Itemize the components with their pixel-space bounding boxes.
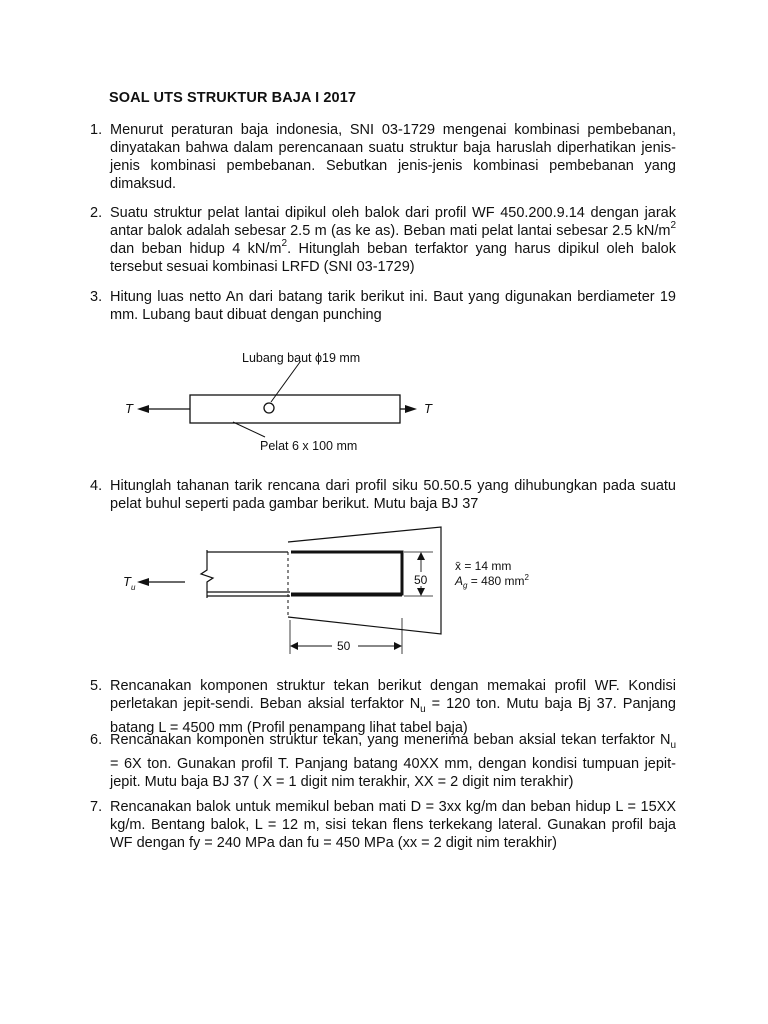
question-2 xyxy=(90,204,676,276)
force-label-right: T xyxy=(424,401,432,416)
question-6 xyxy=(90,731,676,791)
figure-tension-plate xyxy=(115,340,435,460)
ag-label: $A_g = 480$ $mm^2$ xyxy=(455,573,529,590)
page-title: SOAL UTS STRUKTUR BAJA I 2017 xyxy=(109,90,357,106)
question-number: 4. xyxy=(90,478,103,494)
plate-label: Pelat 6 x 100 mm xyxy=(260,439,358,453)
figure-angle-gusset xyxy=(115,522,575,657)
question-number: 6. xyxy=(90,732,103,748)
question-text: Hitunglah tahanan tarik rencana dari profil siku 50.50.5 yang dihubungkan pada suatu pelat buhul seperti pada gambar berikut. Mutu baja BJ 37 xyxy=(110,478,676,512)
question-number: 2. xyxy=(90,205,103,221)
question-text: Suatu struktur pelat lantai dipikul oleh balok dari profil WF 450.200.9.14 dengan jarak antar balok adalah sebesar 2.5 m (as ke as). Beban mati pelat lantai sebesar 2.5 $kN/m^2$ dan beban hidup 4 $kN/m^2$. Hitunglah beban terfaktor yang harus dipikul oleh balok tersebut sesuai kombinasi LRFD (SNI 03-1729) xyxy=(110,205,676,275)
question-1 xyxy=(90,121,676,193)
plate-leader-line xyxy=(233,422,265,437)
left-arrowhead xyxy=(137,405,149,413)
dim-arrow-top xyxy=(417,552,425,560)
question-5 xyxy=(90,677,676,737)
dim-label-horizontal: 50 xyxy=(337,639,351,653)
dim-label-vertical: 50 xyxy=(414,573,428,587)
question-number: 3. xyxy=(90,289,103,305)
question-3 xyxy=(90,288,676,324)
question-text: Rencanakan komponen struktur tekan berikut dengan memakai profil WF. Kondisi perletakan jepit-sendi. Beban aksial terfaktor $N_u = 120$ ton. Mutu baja Bj 37. Panjang batang L = 4500 mm (Profil penampang lihat tabel baja) xyxy=(110,678,676,736)
xbar-label: x̄ = 14 mm xyxy=(455,559,512,573)
hole-leader-line xyxy=(271,362,300,402)
question-text: Rencanakan balok untuk memikul beban mati D = 3xx kg/m dan beban hidup L = 15XX kg/m. Bentang balok, L = 12 m, sisi tekan flens terkekang lateral. Gunakan profil baja WF dengan fy = 240 MPa dan fu = 450 MPa (xx = 2 digit nim terakhir) xyxy=(110,799,676,851)
force-label-left: T xyxy=(125,401,133,416)
question-text: Rencanakan komponen struktur tekan, yang menerima beban aksial tekan terfaktor $N_u = 6X$ ton. Gunakan profil T. Panjang batang 40XX mm, dengan kondisi tumpuan jepit-jepit. Mutu baja BJ 37 ( X = 1 digit nim terakhir, XX = 2 digit nim terakhir) xyxy=(110,732,676,790)
plate-outline xyxy=(190,395,400,423)
dim-arrow-right xyxy=(394,642,402,650)
dim-arrow-bottom xyxy=(417,588,425,596)
break-mark xyxy=(201,550,213,598)
weld-outline xyxy=(291,552,402,594)
hole-label: Lubang baut ϕ19 mm xyxy=(242,351,361,365)
question-text: Menurut peraturan baja indonesia, SNI 03-1729 mengenai kombinasi pembebanan, dinyatakan bahwa dalam perencanaan suatu struktur baja haruslah diperhatikan jenis-jenis kombinasi pembebanan. Sebutkan jenis-jenis kombinasi pembebanan yang dimaksud. xyxy=(110,122,676,192)
force-label: $T_u$ xyxy=(123,574,136,592)
force-arrowhead xyxy=(137,578,149,586)
dim-arrow-left xyxy=(290,642,298,650)
question-text: Hitung luas netto An dari batang tarik berikut ini. Baut yang digunakan berdiameter 19 mm. Lubang baut dibuat dengan punching xyxy=(110,289,676,323)
question-number: 1. xyxy=(90,122,103,138)
question-7 xyxy=(90,798,676,852)
question-4 xyxy=(90,477,676,513)
right-arrowhead xyxy=(405,405,417,413)
question-number: 5. xyxy=(90,678,103,694)
bolt-hole xyxy=(264,403,274,413)
question-number: 7. xyxy=(90,799,103,815)
